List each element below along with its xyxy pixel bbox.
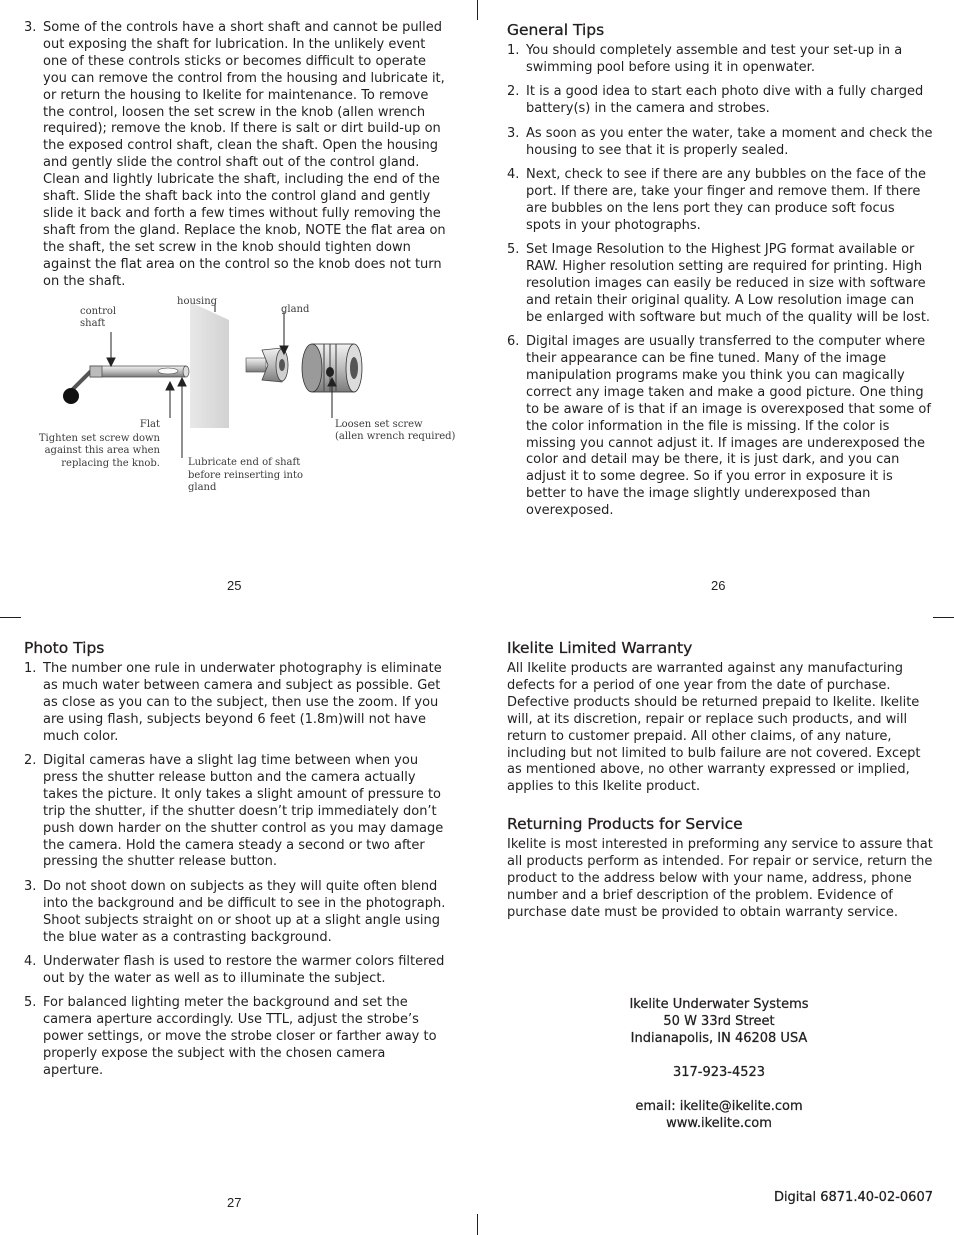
control-diagram	[30, 290, 455, 500]
list-item	[24, 753, 448, 871]
item-number: 1.	[507, 43, 520, 58]
item-text: The number one rule in underwater photography is eliminate as much water between camera and subject as possible. Get as close as you can to the subject, then use the zoom. If you are using flash, subjects beyond 6 feet (1.8m)will not have much color.	[43, 661, 442, 744]
street-address: 50 W 33rd Street	[663, 1014, 775, 1029]
item-number: 5.	[24, 995, 37, 1011]
item-text: Underwater flash is used to restore the warmer colors filtered out by the water as well as to illuminate the subject.	[43, 954, 445, 986]
label-tighten-line-2: against this area when	[44, 445, 160, 456]
company-name: Ikelite Underwater Systems	[629, 997, 809, 1012]
list-item	[24, 954, 448, 988]
label-tighten-line-1: Tighten set screw down	[38, 433, 160, 444]
label-lubricate-line-2: before reinserting into	[188, 470, 303, 481]
item-text: As soon as you enter the water, take a moment and check the housing to see that it is properly sealed.	[526, 125, 933, 158]
list-item	[507, 84, 933, 118]
page-27	[24, 638, 448, 1087]
page-26	[507, 20, 933, 528]
item-number: 3.	[507, 125, 520, 141]
item-text: Next, check to see if there are any bubbles on the face of the port. If there are, take your finger and remove them. If there are bubbles on the lens port they can produce soft focus spots in your photographs.	[526, 166, 926, 233]
label-lubricate-line-3: gland	[188, 482, 217, 493]
page-25	[24, 20, 448, 298]
city-address: Indianapolis, IN 46208 USA	[630, 1031, 808, 1046]
list-item	[24, 661, 448, 746]
list-item	[507, 167, 933, 235]
item-text: Digital images are usually transferred to the computer where their appearance can be fine tuned. Many of the image manipulation programs make you think you can magically correct any image taken and make a good picture. One thing to be aware of is that if an image is overexposed that some of the color information in the file is missing. If the color is missing you cannot adjust it. If images are underexposed the color and detail may be there, it is just dark, and you can adjust it to some degree. So if you error in exposure it is better to have the image slightly underexposed than overexposed.	[526, 334, 931, 519]
page-28	[507, 638, 933, 922]
list-item	[507, 126, 933, 160]
crop-mark-left	[0, 617, 21, 618]
item-text: You should completely assemble and test your set-up in a swimming pool before using it in openwater.	[526, 43, 903, 75]
general-tips-title: General Tips	[507, 21, 605, 39]
crop-mark-top	[477, 0, 478, 20]
list-item	[24, 20, 448, 291]
label-gland: gland	[281, 304, 310, 315]
label-shaft: shaft	[80, 318, 106, 329]
label-tighten-line-3: replacing the knob.	[61, 458, 160, 469]
item-number: 3.	[24, 20, 37, 35]
item-text: It is a good idea to start each photo dive with a fully charged battery(s) in the camera and strobes.	[526, 84, 924, 117]
crop-mark-right	[933, 617, 954, 618]
label-flat: Flat	[139, 419, 160, 430]
label-loosen-line-2: (allen wrench required)	[335, 431, 455, 442]
address-block	[478, 996, 954, 1132]
item-text: Do not shoot down on subjects as they will quite often blend into the background and be difficult to see in the photograph. Shoot subjects straight on or shoot up at a slight angle using the blue water as a contrasting background.	[43, 878, 446, 945]
label-lubricate-line-1: Lubricate end of shaft	[188, 457, 301, 468]
item-text: For balanced lighting meter the background and set the camera aperture accordingly. Use TTL, adjust the strobe’s power settings, or move the strobe closer or farther away to properly expose the subject with the chosen camera aperture.	[43, 995, 437, 1078]
list-item	[507, 334, 933, 520]
item-text: Set Image Resolution to the Highest JPG format available or RAW. Higher resolution setting are required for printing. High resolution images can easily be reduced in size with software and retain their original quality. A Low resolution image can be enlarged with software but much of the quality will be lost.	[526, 242, 931, 325]
list-item	[24, 995, 448, 1080]
list-item	[507, 242, 933, 327]
document-code: Digital 6871.40-02-0607	[773, 1190, 933, 1205]
label-loosen-line-1: Loosen set screw	[335, 419, 423, 430]
item-number: 4.	[507, 166, 520, 182]
item-number: 2.	[24, 753, 37, 769]
page-number-27: 27	[227, 1195, 242, 1210]
list-item	[24, 879, 448, 947]
item-number: 1.	[24, 661, 37, 676]
control-gland	[246, 348, 288, 382]
crop-mark-bottom	[477, 1214, 478, 1235]
warranty-title: Ikelite Limited Warranty	[507, 639, 693, 657]
warranty-text: All Ikelite products are warranted against any manufacturing defects for a period of one year from the date of purchase. Defective products should be returned prepaid to Ikelite. Ikelite will, at its discretion, repair or replace such products, and will return to customer prepaid. All other claims, of any nature, including but not limited to bulb failure are not covered. Except as mentioned above, no other warranty expressed or implied, applies to this Ikelite product.	[507, 661, 921, 795]
item-text: Some of the controls have a short shaft and cannot be pulled out exposing the shaft for lubrication. In the unlikely event one of these controls sticks or becomes difficult to operate you can remove the control from the housing and lubricate it, or return the housing to Ikelite for maintenance. To remove the control, loosen the set screw in the knob (allen wrench required); remove the knob. If there is salt or dirt build-up on the exposed control shaft, clean the shaft. Open the housing and gently slide the control shaft out of the control gland. Clean and lightly lubricate the shaft, including the end of the shaft. Slide the shaft back into the control gland and gently slide it back and forth a few times without fully removing the shaft from the gland. Replace the knob, NOTE the flat area on the shaft, the set screw in the knob should tighten down against the flat area on the control so the knob does not turn on the shaft.	[43, 20, 446, 289]
item-number: 4.	[24, 954, 37, 969]
item-number: 3.	[24, 878, 37, 894]
returning-title: Returning Products for Service	[507, 815, 743, 834]
housing-wall	[190, 302, 229, 428]
item-number: 5.	[507, 242, 520, 258]
page-number-26: 26	[711, 578, 726, 593]
website: www.ikelite.com	[666, 1116, 772, 1131]
list-item	[507, 43, 933, 77]
photo-tips-title: Photo Tips	[24, 639, 105, 657]
email-address: email: ikelite@ikelite.com	[635, 1099, 803, 1114]
item-number: 6.	[507, 334, 520, 350]
phone-number: 317-923-4523	[672, 1065, 766, 1080]
page-number-25: 25	[227, 578, 242, 593]
item-text: Digital cameras have a slight lag time between when you press the shutter release button and the camera actually takes the picture. It only takes a slight amount of pressure to trip the shutter, if the shutter doesn’t trip immediately don’t push down harder on the shutter control as you may damage the camera. Hold the camera steady a second or two after pressing the shutter release button.	[43, 753, 444, 870]
label-housing: housing	[177, 296, 218, 307]
label-control: control	[80, 306, 117, 317]
returning-text: Ikelite is most interested in preforming any service to assure that all products perform as intended. For repair or service, return the product to the address below with your name, address, phone number and a brief description of the problem. Evidence of purchase date must be provided to obtain warranty service.	[507, 837, 933, 920]
item-number: 2.	[507, 84, 520, 100]
